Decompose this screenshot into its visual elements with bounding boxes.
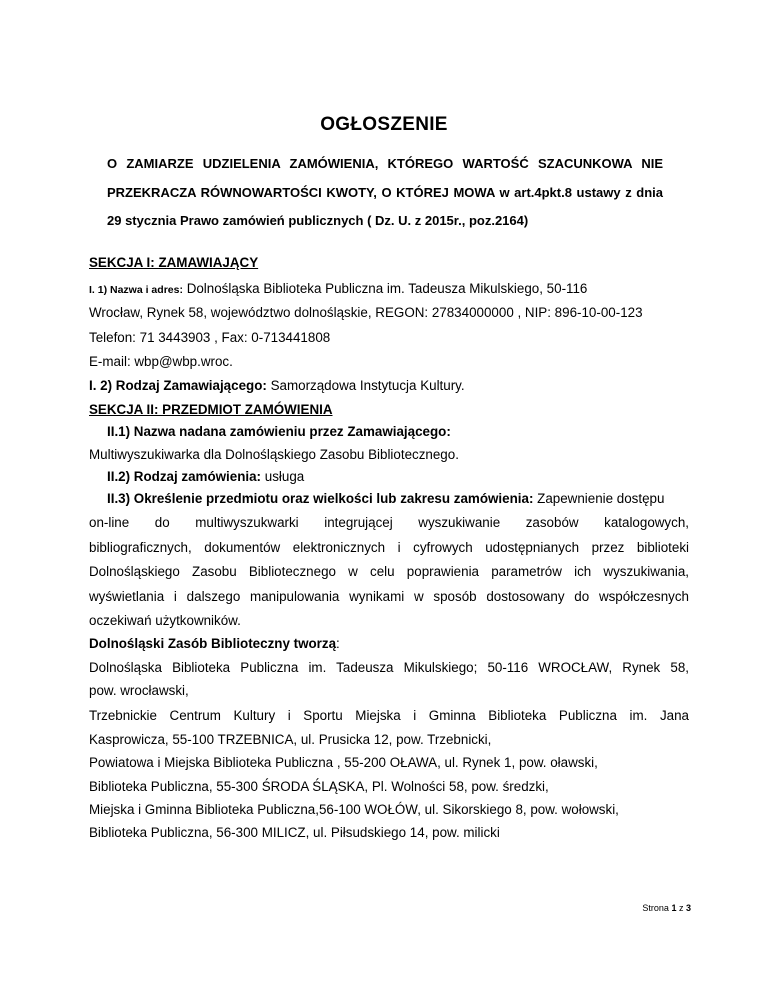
address-line: Wrocław, Rynek 58, województwo dolnośląskie, REGON: 27834000000 , NIP: 896-10-00-123: [89, 305, 643, 321]
library-line-2: pow. wrocławski,: [89, 683, 189, 699]
library-line-4: Kasprowicza, 55-100 TRZEBNICA, ul. Prusicka 12, pow. Trzebnicki,: [89, 732, 492, 748]
page-footer: [642, 903, 691, 913]
i1-text: Dolnośląska Biblioteka Publiczna im. Tadeusza Mikulskiego, 50-116: [186, 280, 588, 296]
section-1-heading: SEKCJA I: ZAMAWIAJĄCY: [89, 255, 259, 270]
subject-text-line-3: Dolnośląskiego Zasobu Bibliotecznego w celu poprawienia parametrów ich wyszukiwania,: [89, 564, 689, 580]
footer-prefix: Strona: [642, 903, 669, 913]
document-subtitle: O ZAMIARZE UDZIELENIA ZAMÓWIENIA, KTÓREGO WARTOŚĆ SZACUNKOWA NIE PRZEKRACZA RÓWNOWARTOŚCI KWOTY, O KTÓREJ MOWA w art.4pkt.8 ustawy z dnia 29 stycznia Prawo zamówień publicznych ( Dz. U. z 2015r., poz.2164): [107, 156, 663, 228]
section-2-heading: SEKCJA II: PRZEDMIOT ZAMÓWIENIA: [89, 401, 333, 417]
phone-line: Telefon: 71 3443903 , Fax: 0-713441808: [89, 330, 331, 346]
library-line-8: Biblioteka Publiczna, 56-300 MILICZ, ul. Piłsudskiego 14, pow. milicki: [89, 825, 500, 840]
document-title: OGŁOSZENIE: [320, 114, 448, 135]
subject-text-line-2: bibliograficznych, dokumentów elektronicznych i cyfrowych udostępnianych przez biblioteki: [89, 540, 689, 555]
email-line: E-mail: wbp@wbp.wroc.: [89, 354, 233, 370]
i2-label: I. 2) Rodzaj Zamawiającego:: [89, 378, 267, 394]
subject-text-last: oczekiwań użytkowników.: [89, 612, 241, 628]
footer-page: 1: [671, 903, 677, 913]
ii3-text-first: Zapewnienie dostępu: [537, 491, 665, 507]
ii2-label: II.2) Rodzaj zamówienia:: [107, 468, 262, 484]
subject-text-line-4: wyświetlania i dalszego manipulowania wynikami w sposób dostosowany do współczesnych: [89, 588, 689, 604]
footer-total: 3: [685, 903, 691, 913]
library-resource-heading: Dolnośląski Zasób Biblioteczny tworzą: [89, 636, 337, 652]
subject-text-line-1: on-line do multiwyszukwarki integrującej wyszukiwanie zasobów katalogowych,: [89, 515, 689, 531]
contracting-type-line: [89, 378, 689, 393]
library-line-3: Trzebnickie Centrum Kultury i Sportu Miejska i Gminna Biblioteka Publiczna im. Jana: [89, 708, 689, 724]
subject-line: [107, 491, 689, 506]
library-line-5: Powiatowa i Miejska Biblioteka Publiczna , 55-200 OŁAWA, ul. Rynek 1, pow. oławski,: [89, 755, 598, 771]
ii1-text: Multiwyszukiwarka dla Dolnośląskiego Zasobu Bibliotecznego.: [89, 447, 459, 463]
i2-text: Samorządowa Instytucja Kultury.: [270, 378, 465, 394]
library-line-7: Miejska i Gminna Biblioteka Publiczna,56-100 WOŁÓW, ul. Sikorskiego 8, pow. wołowski,: [89, 801, 619, 817]
i1-label: I. 1) Nazwa i adres:: [89, 283, 183, 296]
library-resource-colon: :: [336, 636, 340, 652]
footer-sep: z: [678, 903, 684, 913]
order-type-line: [107, 469, 707, 484]
ii3-label: II.3) Określenie przedmiotu oraz wielkości lub zakresu zamówienia:: [107, 491, 534, 507]
ii2-text: usługa: [264, 468, 305, 484]
library-resource-heading-line: [89, 636, 689, 651]
library-line-6: Biblioteka Publiczna, 55-300 ŚRODA ŚLĄSKA, Pl. Wolności 58, pow. średzki,: [89, 778, 549, 794]
library-line-1: Dolnośląska Biblioteka Publiczna im. Tadeusza Mikulskiego; 50-116 WROCŁAW, Rynek 58,: [89, 660, 689, 676]
contracting-name-line: [89, 281, 689, 296]
ii1-label: II.1) Nazwa nadana zamówieniu przez Zamawiającego:: [107, 423, 451, 439]
